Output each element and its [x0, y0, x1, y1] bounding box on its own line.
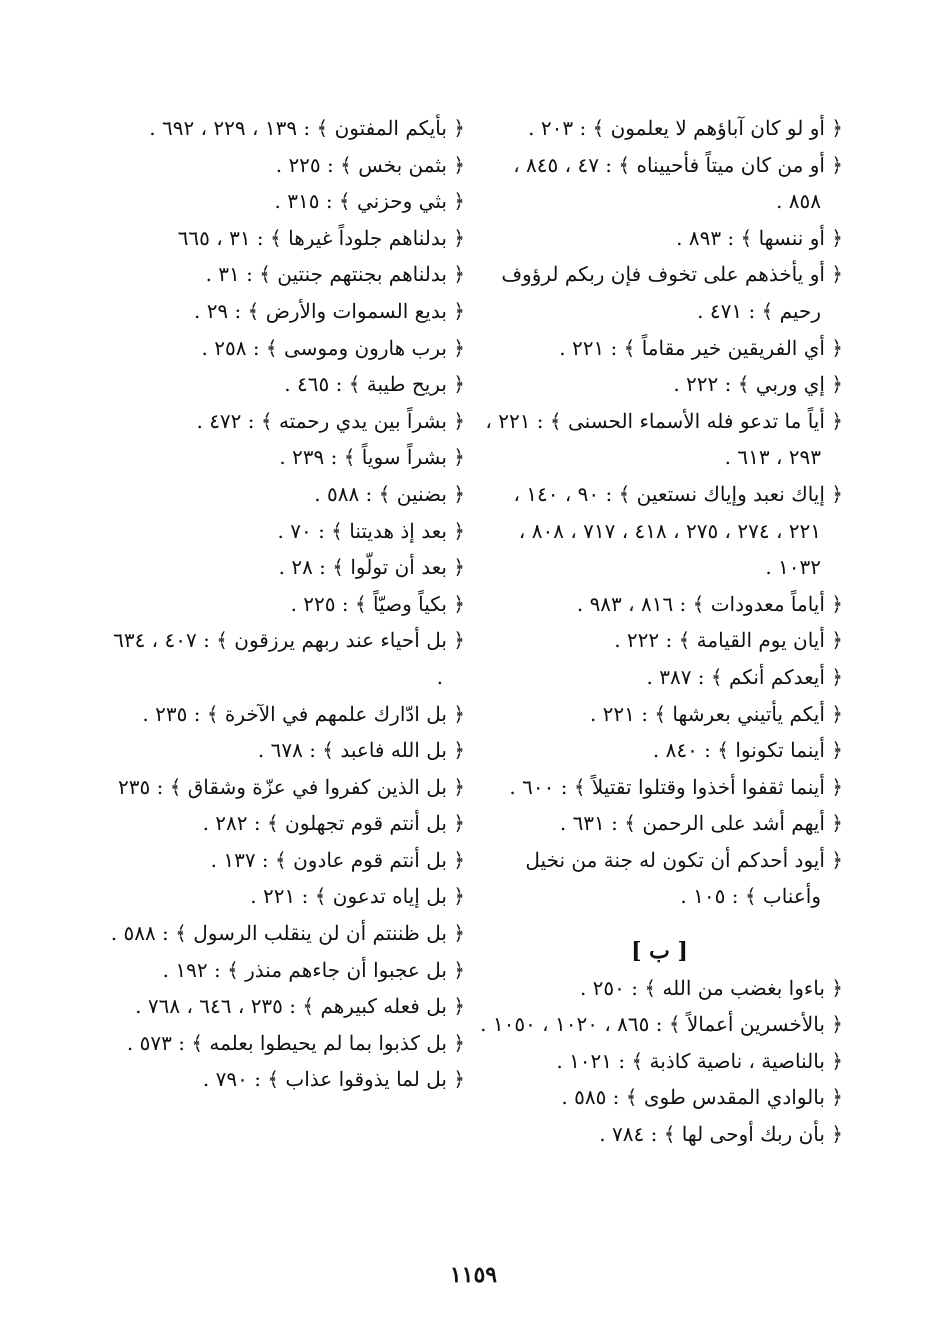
index-entry: ﴿ أو من كان ميتاً فأحييناه ﴾ : ٤٧ ، ٨٤٥ ، ٨٥٨ . [513, 152, 843, 214]
index-entry: ﴿ أيان يوم القيامة ﴾ : ٢٢٢ . [614, 628, 843, 653]
index-entry: ﴿ إياك نعبد وإياك نستعين ﴾ : ٩٠ ، ١٤٠ ، ٢٢١ ، ٢٧٤ ، ٢٧٥ ، ٤١٨ ، ٧١٧ ، ٨٠٨ ، ١٠٣٢ . [513, 481, 843, 580]
right-entries-after [476, 970, 843, 1153]
index-entry: ﴿ بل أنتم قوم تجهلون ﴾ : ٢٨٢ . [202, 811, 465, 836]
index-entry: ﴿ بدلناهم بجنتهم جنتين ﴾ : ٣١ . [205, 262, 465, 287]
right-entries-before [476, 110, 843, 915]
index-entry: ﴿ أو يأخذهم على تخوف فإن ربكم لرؤوف رحيم ﴾ : ٤٧١ . [501, 262, 843, 323]
right-column [476, 110, 843, 1153]
index-entry: ﴿ بعد أن تولّوا ﴾ : ٢٨ . [278, 555, 465, 580]
index-entry: ﴿ بل أنتم قوم عادون ﴾ : ١٣٧ . [210, 847, 465, 872]
index-entry: ﴿ بديع السموات والأرض ﴾ : ٢٩ . [193, 298, 465, 323]
index-entry: ﴿ أينما تكونوا ﴾ : ٨٤٠ . [652, 738, 843, 763]
index-entry: ﴿ بضنين ﴾ : ٥٨٨ . [314, 481, 465, 506]
index-entry: ﴿ بل لما يذوقوا عذاب ﴾ : ٧٩٠ . [202, 1067, 465, 1092]
index-entry: ﴿ بثي وحزني ﴾ : ٣١٥ . [274, 189, 465, 214]
index-entry: ﴿ بل الذين كفروا في عزّة وشقاق ﴾ : ٢٣٥ [118, 774, 465, 799]
index-entry: ﴿ إي وربي ﴾ : ٢٢٢ . [673, 372, 843, 397]
page-number: ١١٥٩ [449, 1262, 498, 1288]
index-entry: ﴿ أو ننسها ﴾ : ٨٩٣ . [676, 225, 843, 250]
index-entry: ﴿ بل إياه تدعون ﴾ : ٢٢١ . [250, 884, 465, 909]
index-entry: ﴿ بل ظننتم أن لن ينقلب الرسول ﴾ : ٥٨٨ . [110, 921, 465, 946]
index-entry: ﴿ بشراً بين يدي رحمته ﴾ : ٤٧٢ . [196, 408, 465, 433]
index-entry: ﴿ بعد إذ هديتنا ﴾ : ٧٠ . [277, 518, 465, 543]
index-entry: ﴿ بأن ربك أوحى لها ﴾ : ٧٨٤ . [599, 1122, 843, 1147]
index-entry: ﴿ بل فعله كبيرهم ﴾ : ٢٣٥ ، ٦٤٦ ، ٧٦٨ . [135, 994, 465, 1019]
index-entry: ﴿ أيكم يأتيني بعرشها ﴾ : ٢٢١ . [589, 701, 843, 726]
left-column [102, 110, 465, 1098]
index-entry: ﴿ أياً ما تدعو فله الأسماء الحسنى ﴾ : ٢٢١ ، ٢٩٣ ، ٦١٣ . [485, 408, 843, 470]
index-entry: ﴿ بثمن بخس ﴾ : ٢٢٥ . [275, 152, 465, 177]
index-entry: ﴿ بكياً وصيّاً ﴾ : ٢٢٥ . [290, 591, 465, 616]
index-entry: ﴿ أيعدكم أنكم ﴾ : ٣٨٧ . [646, 664, 843, 689]
index-entry: ﴿ بالناصية ، ناصية كاذبة ﴾ : ١٠٢١ . [556, 1048, 843, 1073]
index-entry: ﴿ بل أحياء عند ربهم يرزقون ﴾ : ٤٠٧ ، ٦٣٤ . [113, 628, 465, 689]
index-entry: ﴿ بدلناهم جلوداً غيرها ﴾ : ٣١ ، ٦٦٥ [177, 225, 465, 250]
index-entry: ﴿ باءوا بغضب من الله ﴾ : ٢٥٠ . [579, 975, 843, 1000]
index-entry: ﴿ أي الفريقين خير مقاماً ﴾ : ٢٢١ . [559, 335, 843, 360]
index-entry: ﴿ بل كذبوا بما لم يحيطوا بعلمه ﴾ : ٥٧٣ . [126, 1030, 465, 1055]
index-entry: ﴿ أيهم أشد على الرحمن ﴾ : ٦٣١ . [559, 811, 843, 836]
letter-heading-ba: [ ب ] [631, 938, 688, 965]
index-entry: ﴿ بالأخسرين أعمالاً ﴾ : ٨٦٥ ، ١٠٢٠ ، ١٠٥٠ . [480, 1012, 843, 1037]
index-entry: ﴿ أيود أحدكم أن تكون له جنة من نخيل وأعناب ﴾ : ١٠٥ . [525, 847, 843, 909]
index-entry: ﴿ أو لو كان آباؤهم لا يعلمون ﴾ : ٢٠٣ . [528, 116, 843, 140]
index-entry: ﴿ أياماً معدودات ﴾ : ٨١٦ ، ٩٨٣ . [576, 591, 843, 616]
index-entry: ﴿ بأيكم المفتون ﴾ : ١٣٩ ، ٢٢٩ ، ٦٩٢ . [149, 116, 465, 140]
index-entry: ﴿ بل ادّارك علمهم في الآخرة ﴾ : ٢٣٥ . [142, 701, 465, 726]
index-entry: ﴿ بريح طيبة ﴾ : ٤٦٥ . [284, 372, 465, 397]
index-entry: ﴿ بل الله فاعبد ﴾ : ٦٧٨ . [257, 738, 465, 763]
index-entry: ﴿ بل عجبوا أن جاءهم منذر ﴾ : ١٩٢ . [162, 957, 465, 982]
index-entry: ﴿ بالوادي المقدس طوى ﴾ : ٥٨٥ . [561, 1085, 843, 1110]
index-entry: ﴿ أينما ثقفوا أخذوا وقتلوا تقتيلاً ﴾ : ٦٠٠ . [509, 774, 843, 799]
index-entry: ﴿ بشراً سوياً ﴾ : ٢٣٩ . [279, 445, 465, 470]
left-entries [102, 110, 465, 1098]
index-entry: ﴿ برب هارون وموسى ﴾ : ٢٥٨ . [201, 335, 465, 360]
